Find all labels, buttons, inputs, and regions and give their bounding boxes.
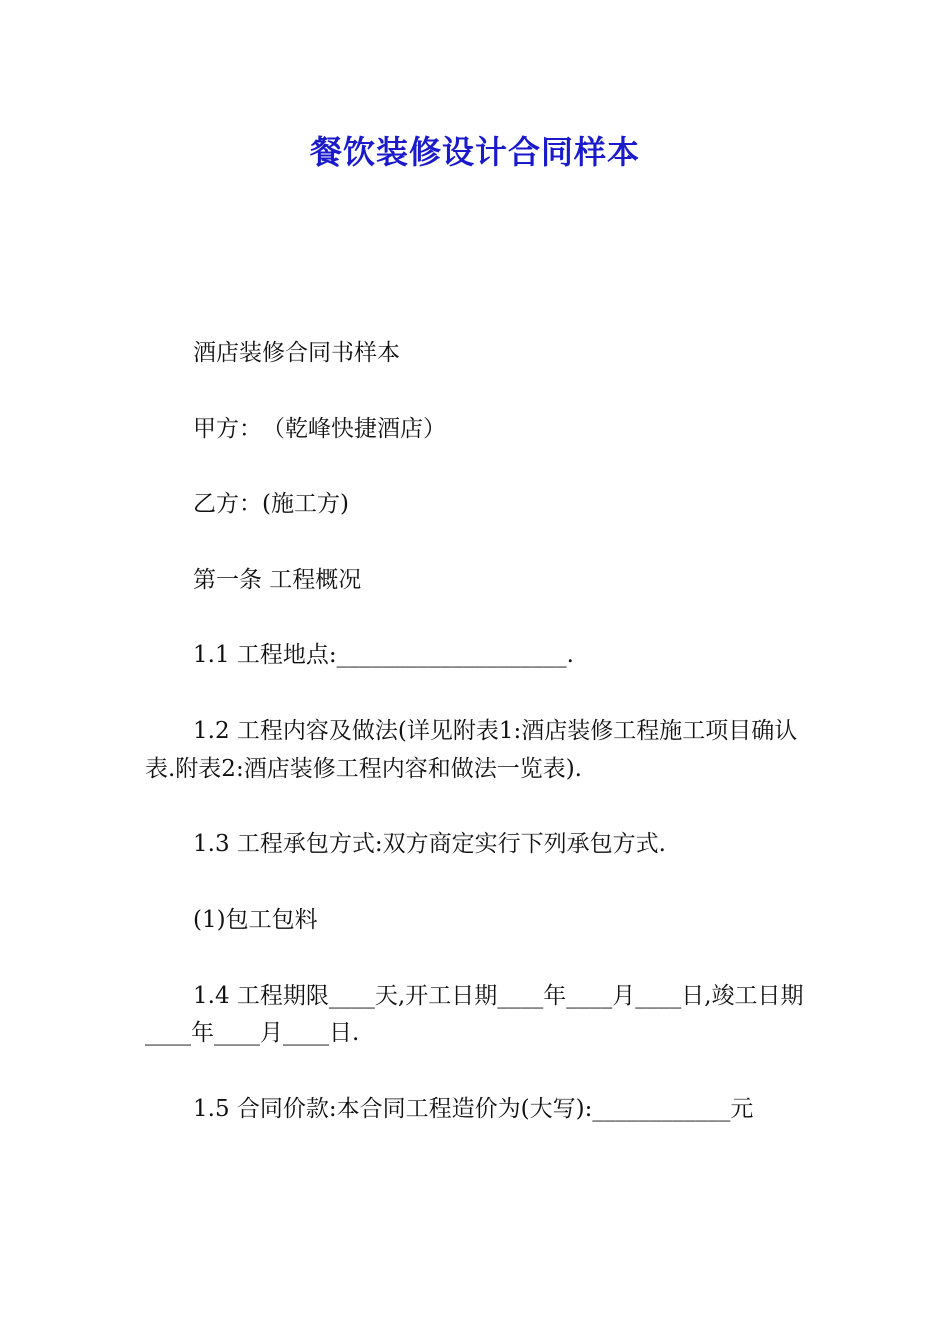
paragraph-spacer bbox=[145, 940, 810, 978]
paragraph-1-5: 1.5 合同价款:本合同工程造价为(大写):____________元 bbox=[193, 1095, 754, 1122]
paragraph-heading: 酒店装修合同书样本 bbox=[193, 340, 400, 366]
paragraph-1-3: 1.3 工程承包方式:双方商定实行下列承包方式. bbox=[193, 831, 666, 858]
paragraph-article-1: 第一条 工程概况 bbox=[193, 566, 362, 593]
paragraph-spacer bbox=[145, 524, 810, 562]
paragraph-spacer bbox=[145, 1053, 810, 1091]
paragraph-1-4: 1.4 工程期限____天,开工日期____年____月____日,竣工日期____年____月____日. bbox=[145, 982, 804, 1047]
paragraph-spacer bbox=[145, 600, 810, 638]
paragraph-spacer bbox=[145, 864, 810, 902]
document-body bbox=[145, 335, 810, 1129]
paragraph-spacer bbox=[145, 373, 810, 411]
paragraph-party-b: 乙方：(施工方) bbox=[193, 491, 349, 518]
paragraph-1-3-option: (1)包工包料 bbox=[193, 906, 318, 933]
paragraph-1-1: 1.1 工程地点:____________________. bbox=[193, 642, 574, 669]
paragraph-spacer bbox=[145, 789, 810, 827]
paragraph-spacer bbox=[145, 675, 810, 713]
paragraph-1-2: 1.2 工程内容及做法(详见附表1:酒店装修工程施工项目确认表.附表2:酒店装修工程内容和做法一览表). bbox=[145, 717, 798, 782]
document-title: 餐饮装修设计合同样本 bbox=[309, 133, 640, 171]
paragraph-spacer bbox=[145, 448, 810, 486]
paragraph-party-a: 甲方： （乾峰快捷酒店） bbox=[193, 415, 446, 442]
